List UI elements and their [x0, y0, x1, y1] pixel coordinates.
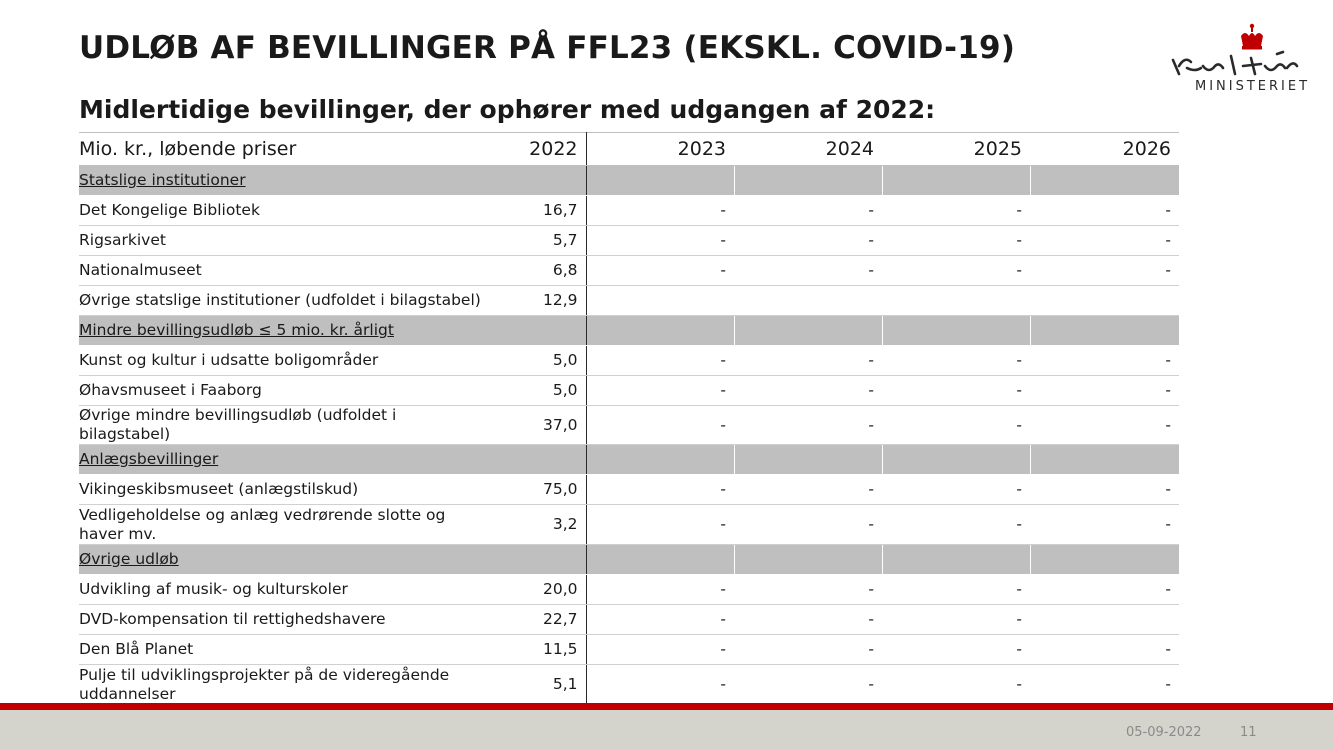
value-2025: -: [882, 665, 1030, 705]
table-row: [79, 406, 1179, 445]
section-empty-cell: [1030, 316, 1179, 346]
value-2025: -: [882, 406, 1030, 445]
table-section-row: [79, 545, 1179, 575]
value-2022: 5,0: [500, 376, 586, 406]
table-section-row: [79, 316, 1179, 346]
value-2025: -: [882, 475, 1030, 505]
value-2022: 5,1: [500, 665, 586, 705]
ministry-logo: [1165, 22, 1315, 98]
value-2024: -: [734, 575, 882, 605]
section-empty-cell: [734, 445, 882, 475]
row-label: Vikingeskibsmuseet (anlægstilskud): [79, 475, 500, 505]
value-2023: -: [586, 256, 734, 286]
value-2023: -: [586, 226, 734, 256]
value-2023: -: [586, 346, 734, 376]
value-2026: -: [1030, 376, 1179, 406]
value-2024: -: [734, 346, 882, 376]
section-cell: [79, 545, 586, 575]
logo-text: MINISTERIET: [1195, 79, 1311, 94]
value-2022: 37,0: [500, 406, 586, 445]
value-2023: -: [586, 505, 734, 545]
value-2026: -: [1030, 635, 1179, 665]
value-2025: -: [882, 635, 1030, 665]
header-2026: 2026: [1030, 133, 1179, 166]
value-2026: -: [1030, 505, 1179, 545]
table-header-row: [79, 133, 1179, 166]
section-empty-cell: [1030, 545, 1179, 575]
header-2024: 2024: [734, 133, 882, 166]
value-2024: -: [734, 665, 882, 705]
row-label: Pulje til udviklingsprojekter på de videregående uddannelser: [79, 665, 500, 705]
row-label: Kunst og kultur i udsatte boligområder: [79, 346, 500, 376]
section-empty-cell: [1030, 166, 1179, 196]
section-empty-cell: [586, 166, 734, 196]
section-empty-cell: [586, 545, 734, 575]
header-2025: 2025: [882, 133, 1030, 166]
header-2023: 2023: [586, 133, 734, 166]
value-2024: -: [734, 376, 882, 406]
value-2026: -: [1030, 575, 1179, 605]
value-2026: [1030, 286, 1179, 316]
page-number: 11: [1240, 725, 1257, 740]
page-subtitle: Midlertidige bevillinger, der ophører med udgangen af 2022:: [79, 95, 936, 124]
value-2022: 22,7: [500, 605, 586, 635]
row-label: Udvikling af musik- og kulturskoler: [79, 575, 500, 605]
row-label: Rigsarkivet: [79, 226, 500, 256]
value-2024: -: [734, 226, 882, 256]
table-row: [79, 665, 1179, 705]
expiring-appropriations-table: [79, 132, 1179, 705]
table-row: [79, 475, 1179, 505]
value-2023: -: [586, 575, 734, 605]
row-label: Øvrige mindre bevillingsudløb (udfoldet i bilagstabel): [79, 406, 500, 445]
value-2022: 20,0: [500, 575, 586, 605]
value-2022: 3,2: [500, 505, 586, 545]
page-title: UDLØB AF BEVILLINGER PÅ FFL23 (EKSKL. COVID-19): [79, 30, 1016, 66]
value-2026: -: [1030, 226, 1179, 256]
row-label: DVD-kompensation til rettighedshavere: [79, 605, 500, 635]
section-label: Anlægsbevillinger: [79, 450, 219, 468]
value-2025: -: [882, 376, 1030, 406]
value-2025: -: [882, 505, 1030, 545]
value-2023: [586, 286, 734, 316]
header-label: Mio. kr., løbende priser: [79, 133, 500, 166]
table-row: [79, 346, 1179, 376]
value-2024: [734, 286, 882, 316]
table-row: [79, 226, 1179, 256]
row-label: Øhavsmuseet i Faaborg: [79, 376, 500, 406]
value-2025: -: [882, 575, 1030, 605]
value-2024: -: [734, 406, 882, 445]
section-empty-cell: [882, 445, 1030, 475]
value-2026: -: [1030, 406, 1179, 445]
value-2023: -: [586, 665, 734, 705]
value-2022: 16,7: [500, 196, 586, 226]
value-2024: -: [734, 196, 882, 226]
row-label: Øvrige statslige institutioner (udfoldet i bilagstabel): [79, 286, 500, 316]
row-label: Det Kongelige Bibliotek: [79, 196, 500, 226]
footer-date: 05-09-2022: [1126, 725, 1202, 740]
table-row: [79, 196, 1179, 226]
value-2026: -: [1030, 196, 1179, 226]
section-empty-cell: [734, 316, 882, 346]
value-2022: 5,7: [500, 226, 586, 256]
section-empty-cell: [882, 166, 1030, 196]
value-2023: -: [586, 475, 734, 505]
value-2026: -: [1030, 665, 1179, 705]
value-2024: -: [734, 505, 882, 545]
value-2026: [1030, 605, 1179, 635]
value-2025: -: [882, 196, 1030, 226]
value-2024: -: [734, 605, 882, 635]
table-row: [79, 256, 1179, 286]
section-empty-cell: [734, 166, 882, 196]
value-2026: -: [1030, 256, 1179, 286]
value-2024: -: [734, 635, 882, 665]
section-empty-cell: [882, 316, 1030, 346]
value-2023: -: [586, 376, 734, 406]
value-2025: -: [882, 605, 1030, 635]
section-empty-cell: [1030, 445, 1179, 475]
row-label: Nationalmuseet: [79, 256, 500, 286]
section-cell: [79, 166, 586, 196]
value-2023: -: [586, 406, 734, 445]
value-2022: 5,0: [500, 346, 586, 376]
section-empty-cell: [734, 545, 882, 575]
value-2024: -: [734, 475, 882, 505]
value-2026: -: [1030, 346, 1179, 376]
table-row: [79, 605, 1179, 635]
section-empty-cell: [586, 316, 734, 346]
table-row: [79, 575, 1179, 605]
table-section-row: [79, 166, 1179, 196]
value-2022: 6,8: [500, 256, 586, 286]
row-label: Den Blå Planet: [79, 635, 500, 665]
row-label: Vedligeholdelse og anlæg vedrørende slotte og haver mv.: [79, 505, 500, 545]
table-row: [79, 376, 1179, 406]
value-2025: -: [882, 346, 1030, 376]
table-body: [79, 166, 1179, 705]
value-2022: 11,5: [500, 635, 586, 665]
section-cell: [79, 445, 586, 475]
section-empty-cell: [586, 445, 734, 475]
value-2022: 12,9: [500, 286, 586, 316]
table-row: [79, 505, 1179, 545]
value-2024: -: [734, 256, 882, 286]
value-2025: -: [882, 256, 1030, 286]
footer-accent-bar: [0, 703, 1333, 710]
header-2022: 2022: [500, 133, 586, 166]
section-cell: [79, 316, 586, 346]
value-2023: -: [586, 605, 734, 635]
value-2023: -: [586, 635, 734, 665]
section-empty-cell: [882, 545, 1030, 575]
section-label: Øvrige udløb: [79, 550, 179, 568]
value-2025: [882, 286, 1030, 316]
value-2023: -: [586, 196, 734, 226]
section-label: Statslige institutioner: [79, 171, 246, 189]
value-2026: -: [1030, 475, 1179, 505]
table-row: [79, 635, 1179, 665]
value-2022: 75,0: [500, 475, 586, 505]
value-2025: -: [882, 226, 1030, 256]
table-row: [79, 286, 1179, 316]
table-section-row: [79, 445, 1179, 475]
section-label: Mindre bevillingsudløb ≤ 5 mio. kr. årligt: [79, 321, 394, 339]
